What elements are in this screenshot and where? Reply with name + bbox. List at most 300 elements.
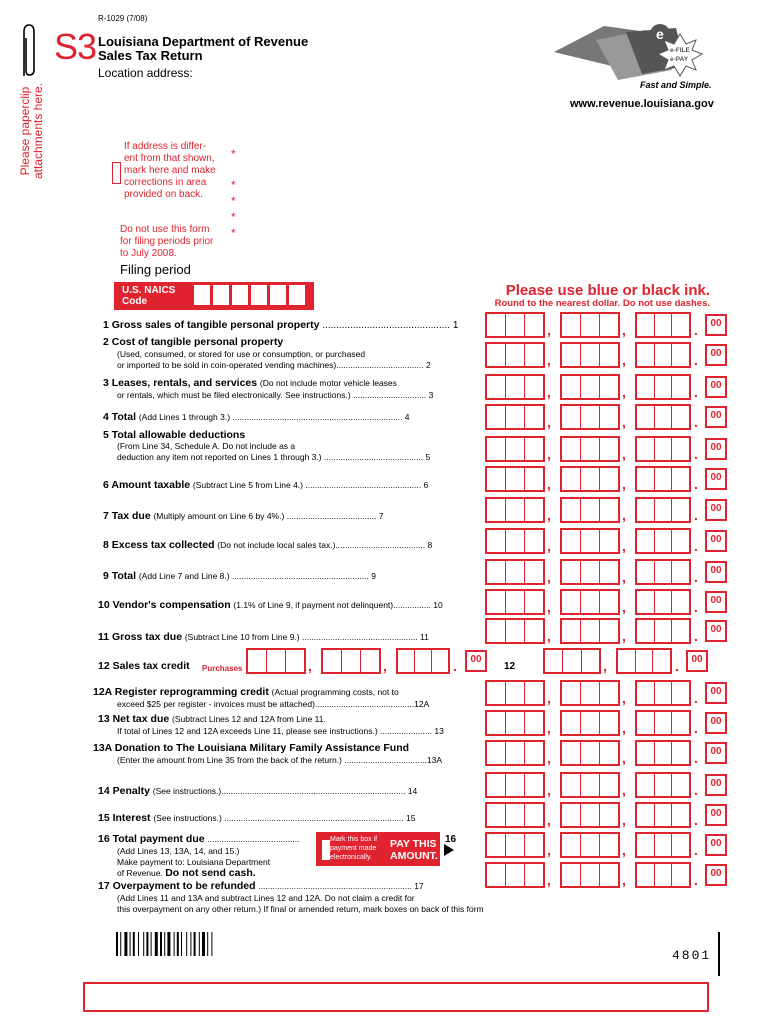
line-11-label: 11 Gross tax due (Subtract Line 10 from Line 9.) ................................................. 11 bbox=[98, 631, 429, 643]
amount-digit-box[interactable] bbox=[637, 468, 655, 490]
amount-digit-box[interactable] bbox=[600, 591, 618, 613]
amount-digit-group[interactable] bbox=[560, 342, 620, 368]
amount-digit-box[interactable] bbox=[637, 561, 655, 583]
amount-digit-box[interactable] bbox=[581, 499, 600, 521]
amount-digit-box[interactable] bbox=[618, 650, 636, 672]
comma-separator: , bbox=[622, 384, 626, 400]
amount-digit-box[interactable] bbox=[600, 406, 618, 428]
amount-digit-box[interactable] bbox=[655, 438, 673, 460]
amount-digit-box[interactable] bbox=[581, 468, 600, 490]
comma-separator: , bbox=[603, 658, 607, 674]
amount-digit-box[interactable] bbox=[525, 314, 543, 336]
comma-separator: , bbox=[622, 782, 626, 798]
amount-digit-box[interactable] bbox=[342, 650, 361, 672]
amount-digit-box[interactable] bbox=[323, 650, 342, 672]
amount-digit-box[interactable] bbox=[506, 682, 525, 704]
line-13-sub: If total of Lines 12 and 12A exceeds Line 11, please see instructions.) ...................... 13 bbox=[117, 726, 444, 736]
line-16-number: 16 bbox=[445, 834, 457, 845]
paperclip-note: Please paperclip attachments here. bbox=[18, 82, 45, 180]
location-address-label: Location address: bbox=[98, 66, 193, 80]
amount-digit-box[interactable] bbox=[637, 438, 655, 460]
amount-digit-box[interactable] bbox=[637, 344, 655, 366]
amount-digit-box[interactable] bbox=[432, 650, 448, 672]
amount-digit-group[interactable] bbox=[635, 312, 691, 338]
asterisk-mark: * bbox=[231, 178, 236, 192]
amount-digit-group[interactable] bbox=[485, 862, 545, 888]
amount-digit-box[interactable] bbox=[672, 376, 689, 398]
amount-digit-box[interactable] bbox=[487, 314, 506, 336]
amount-digit-box[interactable] bbox=[600, 499, 618, 521]
line-17-sub: (Add Lines 11 and 13A and subtract Lines 12 and 12A. Do not claim a credit for bbox=[117, 893, 415, 903]
amount-digit-box[interactable] bbox=[672, 742, 689, 764]
amount-digit-box[interactable] bbox=[525, 499, 543, 521]
amount-digit-box[interactable] bbox=[525, 774, 543, 796]
decimal-point: . bbox=[694, 446, 698, 462]
line-8-label: 8 Excess tax collected (Do not include local sales tax.)...................................... 8 bbox=[103, 539, 433, 551]
amount-digit-group[interactable] bbox=[560, 832, 620, 858]
decimal-point: . bbox=[694, 569, 698, 585]
amount-digit-box[interactable] bbox=[672, 774, 689, 796]
amount-digit-group[interactable] bbox=[485, 528, 545, 554]
amount-digit-box[interactable] bbox=[672, 468, 689, 490]
amount-digit-box[interactable] bbox=[506, 620, 525, 642]
naics-digit-box[interactable] bbox=[213, 285, 229, 305]
cents-box: 00 bbox=[705, 591, 727, 613]
amount-digit-box[interactable] bbox=[525, 344, 543, 366]
amount-digit-box[interactable] bbox=[655, 376, 673, 398]
amount-digit-group[interactable] bbox=[321, 648, 381, 674]
amount-digit-box[interactable] bbox=[655, 344, 673, 366]
amount-digit-box[interactable] bbox=[506, 530, 525, 552]
amount-digit-box[interactable] bbox=[582, 650, 599, 672]
amount-digit-box[interactable] bbox=[506, 438, 525, 460]
amount-digit-box[interactable] bbox=[581, 406, 600, 428]
amount-digit-box[interactable] bbox=[545, 650, 563, 672]
amount-digit-group[interactable] bbox=[560, 374, 620, 400]
amount-digit-box[interactable] bbox=[637, 499, 655, 521]
amount-digit-group[interactable] bbox=[635, 559, 691, 585]
amount-digit-group[interactable] bbox=[560, 618, 620, 644]
amount-digit-box[interactable] bbox=[600, 620, 618, 642]
amount-digit-box[interactable] bbox=[637, 804, 655, 826]
amount-digit-box[interactable] bbox=[525, 742, 543, 764]
amount-digit-group[interactable] bbox=[543, 648, 601, 674]
amount-digit-box[interactable] bbox=[487, 804, 506, 826]
cents-box: 00 bbox=[705, 682, 727, 704]
naics-digit-box[interactable] bbox=[289, 285, 305, 305]
line-2-sub: (Used, consumed, or stored for use or consumption, or purchased bbox=[117, 349, 366, 359]
amount-digit-box[interactable] bbox=[398, 650, 415, 672]
amount-digit-box[interactable] bbox=[562, 774, 581, 796]
amount-digit-group[interactable] bbox=[635, 710, 691, 736]
comma-separator: , bbox=[622, 322, 626, 338]
amount-digit-box[interactable] bbox=[655, 712, 673, 734]
amount-digit-box[interactable] bbox=[562, 344, 581, 366]
amount-digit-box[interactable] bbox=[672, 561, 689, 583]
amount-digit-box[interactable] bbox=[672, 834, 689, 856]
amount-digit-box[interactable] bbox=[637, 314, 655, 336]
amount-digit-box[interactable] bbox=[655, 561, 673, 583]
amount-digit-group[interactable] bbox=[560, 312, 620, 338]
amount-digit-box[interactable] bbox=[600, 712, 618, 734]
amount-digit-box[interactable] bbox=[525, 438, 543, 460]
amount-digit-box[interactable] bbox=[487, 742, 506, 764]
amount-digit-group[interactable] bbox=[560, 497, 620, 523]
amount-digit-box[interactable] bbox=[637, 530, 655, 552]
amount-digit-group[interactable] bbox=[635, 404, 691, 430]
amount-digit-box[interactable] bbox=[286, 650, 304, 672]
amount-digit-box[interactable] bbox=[600, 834, 618, 856]
amount-digit-box[interactable] bbox=[672, 499, 689, 521]
cents-box: 00 bbox=[705, 742, 727, 764]
amount-digit-box[interactable] bbox=[581, 712, 600, 734]
amount-digit-group[interactable] bbox=[560, 528, 620, 554]
barcode-bar bbox=[138, 932, 139, 956]
amount-digit-box[interactable] bbox=[562, 530, 581, 552]
amount-digit-group[interactable] bbox=[485, 740, 545, 766]
amount-digit-box[interactable] bbox=[525, 406, 543, 428]
naics-digit-box[interactable] bbox=[270, 285, 286, 305]
line-10-label: 10 Vendor's compensation (1.1% of Line 9, if payment not delinquent)................ 10 bbox=[98, 599, 443, 611]
amount-digit-box[interactable] bbox=[672, 804, 689, 826]
amount-digit-box[interactable] bbox=[563, 650, 581, 672]
amount-digit-box[interactable] bbox=[487, 438, 506, 460]
amount-digit-box[interactable] bbox=[506, 314, 525, 336]
amount-digit-box[interactable] bbox=[636, 650, 654, 672]
amount-digit-group[interactable] bbox=[635, 528, 691, 554]
amount-digit-box[interactable] bbox=[525, 591, 543, 613]
amount-digit-box[interactable] bbox=[415, 650, 432, 672]
amount-digit-group[interactable] bbox=[485, 436, 545, 462]
amount-digit-group[interactable] bbox=[560, 740, 620, 766]
amount-digit-box[interactable] bbox=[562, 468, 581, 490]
amount-digit-box[interactable] bbox=[581, 742, 600, 764]
amount-digit-box[interactable] bbox=[525, 468, 543, 490]
amount-digit-box[interactable] bbox=[672, 344, 689, 366]
amount-digit-group[interactable] bbox=[560, 680, 620, 706]
amount-digit-group[interactable] bbox=[635, 740, 691, 766]
amount-digit-box[interactable] bbox=[562, 438, 581, 460]
amount-digit-group[interactable] bbox=[246, 648, 306, 674]
amount-digit-box[interactable] bbox=[655, 620, 673, 642]
amount-digit-group[interactable] bbox=[485, 802, 545, 828]
amount-digit-box[interactable] bbox=[562, 682, 581, 704]
amount-digit-box[interactable] bbox=[655, 499, 673, 521]
amount-digit-box[interactable] bbox=[506, 804, 525, 826]
amount-digit-box[interactable] bbox=[562, 314, 581, 336]
decimal-point: . bbox=[694, 812, 698, 828]
amount-digit-group[interactable] bbox=[635, 436, 691, 462]
amount-digit-group[interactable] bbox=[485, 342, 545, 368]
amount-digit-group[interactable] bbox=[635, 374, 691, 400]
decimal-point: . bbox=[694, 628, 698, 644]
naics-digit-box[interactable] bbox=[194, 285, 210, 305]
amount-digit-box[interactable] bbox=[672, 864, 689, 886]
amount-digit-group[interactable] bbox=[485, 312, 545, 338]
amount-digit-box[interactable] bbox=[487, 591, 506, 613]
amount-digit-box[interactable] bbox=[581, 591, 600, 613]
amount-digit-box[interactable] bbox=[581, 314, 600, 336]
amount-digit-box[interactable] bbox=[525, 561, 543, 583]
amount-digit-box[interactable] bbox=[506, 864, 525, 886]
amount-digit-box[interactable] bbox=[637, 682, 655, 704]
amount-digit-box[interactable] bbox=[672, 712, 689, 734]
naics-digit-box[interactable] bbox=[232, 285, 248, 305]
comma-separator: , bbox=[547, 507, 551, 523]
comma-separator: , bbox=[622, 538, 626, 554]
amount-digit-group[interactable] bbox=[635, 466, 691, 492]
amount-digit-box[interactable] bbox=[487, 530, 506, 552]
amount-digit-box[interactable] bbox=[581, 774, 600, 796]
electronic-payment-checkbox[interactable] bbox=[322, 840, 330, 860]
amount-digit-box[interactable] bbox=[267, 650, 286, 672]
amount-digit-box[interactable] bbox=[581, 561, 600, 583]
amount-digit-box[interactable] bbox=[487, 468, 506, 490]
cents-box: 00 bbox=[705, 530, 727, 552]
logo-tagline: Fast and Simple. bbox=[640, 80, 712, 90]
amount-digit-box[interactable] bbox=[525, 682, 543, 704]
cents-box: 00 bbox=[705, 804, 727, 826]
amount-digit-box[interactable] bbox=[487, 682, 506, 704]
amount-digit-group[interactable] bbox=[485, 559, 545, 585]
amount-digit-box[interactable] bbox=[562, 376, 581, 398]
amount-digit-group[interactable] bbox=[560, 802, 620, 828]
amount-digit-box[interactable] bbox=[637, 742, 655, 764]
amount-digit-box[interactable] bbox=[600, 804, 618, 826]
amount-digit-group[interactable] bbox=[560, 436, 620, 462]
amount-digit-box[interactable] bbox=[487, 344, 506, 366]
amount-digit-group[interactable] bbox=[560, 710, 620, 736]
amount-digit-box[interactable] bbox=[562, 742, 581, 764]
amount-digit-box[interactable] bbox=[506, 834, 525, 856]
asterisk-mark: * bbox=[231, 226, 236, 240]
amount-digit-box[interactable] bbox=[525, 834, 543, 856]
amount-digit-box[interactable] bbox=[361, 650, 379, 672]
amount-digit-box[interactable] bbox=[637, 376, 655, 398]
amount-digit-box[interactable] bbox=[562, 804, 581, 826]
amount-digit-box[interactable] bbox=[637, 620, 655, 642]
amount-digit-box[interactable] bbox=[562, 712, 581, 734]
amount-digit-box[interactable] bbox=[672, 438, 689, 460]
amount-digit-box[interactable] bbox=[637, 774, 655, 796]
amount-digit-group[interactable] bbox=[485, 772, 545, 798]
amount-digit-box[interactable] bbox=[655, 804, 673, 826]
amount-digit-box[interactable] bbox=[655, 591, 673, 613]
amount-digit-box[interactable] bbox=[506, 344, 525, 366]
amount-digit-box[interactable] bbox=[637, 712, 655, 734]
address-change-checkbox[interactable] bbox=[112, 162, 121, 184]
amount-digit-box[interactable] bbox=[672, 314, 689, 336]
amount-digit-box[interactable] bbox=[672, 682, 689, 704]
corner-mark bbox=[718, 932, 720, 976]
amount-digit-box[interactable] bbox=[525, 712, 543, 734]
amount-digit-box[interactable] bbox=[600, 864, 618, 886]
amount-digit-box[interactable] bbox=[581, 682, 600, 704]
amount-digit-box[interactable] bbox=[581, 438, 600, 460]
amount-digit-group[interactable] bbox=[635, 589, 691, 615]
amount-digit-group[interactable] bbox=[560, 559, 620, 585]
amount-digit-group[interactable] bbox=[560, 404, 620, 430]
amount-digit-box[interactable] bbox=[600, 561, 618, 583]
amount-digit-group[interactable] bbox=[616, 648, 672, 674]
amount-digit-box[interactable] bbox=[506, 499, 525, 521]
comma-separator: , bbox=[547, 322, 551, 338]
cents-box: 00 bbox=[705, 468, 727, 490]
amount-digit-box[interactable] bbox=[506, 468, 525, 490]
amount-digit-group[interactable] bbox=[485, 589, 545, 615]
barcode-bar bbox=[120, 932, 121, 956]
amount-digit-box[interactable] bbox=[672, 591, 689, 613]
comma-separator: , bbox=[547, 476, 551, 492]
amount-digit-box[interactable] bbox=[506, 561, 525, 583]
amount-digit-group[interactable] bbox=[485, 497, 545, 523]
amount-digit-group[interactable] bbox=[396, 648, 450, 674]
amount-digit-group[interactable] bbox=[635, 680, 691, 706]
amount-digit-group[interactable] bbox=[635, 862, 691, 888]
amount-digit-box[interactable] bbox=[655, 314, 673, 336]
amount-digit-box[interactable] bbox=[487, 499, 506, 521]
line-4-label: 4 Total (Add Lines 1 through 3.) ........................................................................ 4 bbox=[103, 411, 410, 423]
amount-digit-group[interactable] bbox=[635, 618, 691, 644]
naics-digit-box[interactable] bbox=[251, 285, 267, 305]
amount-digit-box[interactable] bbox=[600, 742, 618, 764]
amount-digit-box[interactable] bbox=[581, 530, 600, 552]
cents-box: 00 bbox=[705, 834, 727, 856]
line-16-sub: Make payment to: Louisiana Department bbox=[117, 857, 271, 867]
amount-digit-group[interactable] bbox=[560, 589, 620, 615]
line-12a-label: 12A Register reprogramming credit (Actual programming costs, not to bbox=[93, 686, 399, 698]
amount-digit-box[interactable] bbox=[655, 468, 673, 490]
barcode-bar bbox=[151, 932, 152, 956]
amount-digit-box[interactable] bbox=[562, 834, 581, 856]
amount-digit-group[interactable] bbox=[485, 466, 545, 492]
amount-digit-box[interactable] bbox=[655, 530, 673, 552]
amount-digit-box[interactable] bbox=[672, 620, 689, 642]
amount-digit-box[interactable] bbox=[562, 406, 581, 428]
amount-digit-box[interactable] bbox=[506, 774, 525, 796]
amount-digit-group[interactable] bbox=[635, 802, 691, 828]
amount-digit-box[interactable] bbox=[600, 530, 618, 552]
amount-digit-group[interactable] bbox=[635, 772, 691, 798]
amount-digit-box[interactable] bbox=[562, 620, 581, 642]
amount-digit-box[interactable] bbox=[562, 864, 581, 886]
amount-digit-box[interactable] bbox=[487, 834, 506, 856]
amount-digit-box[interactable] bbox=[581, 864, 600, 886]
amount-digit-box[interactable] bbox=[637, 864, 655, 886]
amount-digit-group[interactable] bbox=[485, 710, 545, 736]
amount-digit-group[interactable] bbox=[560, 772, 620, 798]
amount-digit-box[interactable] bbox=[506, 376, 525, 398]
amount-digit-group[interactable] bbox=[635, 832, 691, 858]
amount-digit-group[interactable] bbox=[635, 497, 691, 523]
amount-digit-box[interactable] bbox=[506, 591, 525, 613]
amount-digit-box[interactable] bbox=[525, 620, 543, 642]
amount-digit-box[interactable] bbox=[600, 468, 618, 490]
footer-box[interactable] bbox=[83, 982, 709, 1012]
comma-separator: , bbox=[547, 842, 551, 858]
amount-digit-box[interactable] bbox=[655, 774, 673, 796]
amount-digit-group[interactable] bbox=[485, 618, 545, 644]
amount-digit-box[interactable] bbox=[637, 834, 655, 856]
amount-digit-box[interactable] bbox=[655, 742, 673, 764]
amount-digit-group[interactable] bbox=[635, 342, 691, 368]
amount-digit-box[interactable] bbox=[581, 376, 600, 398]
amount-digit-box[interactable] bbox=[600, 438, 618, 460]
amount-digit-box[interactable] bbox=[581, 344, 600, 366]
comma-separator: , bbox=[622, 476, 626, 492]
barcode-bar bbox=[116, 932, 118, 956]
amount-digit-box[interactable] bbox=[525, 530, 543, 552]
amount-digit-box[interactable] bbox=[653, 650, 670, 672]
website-url[interactable]: www.revenue.louisiana.gov bbox=[570, 98, 714, 110]
amount-digit-box[interactable] bbox=[600, 682, 618, 704]
comma-separator: , bbox=[547, 538, 551, 554]
cents-box: 00 bbox=[705, 499, 727, 521]
comma-separator: , bbox=[547, 782, 551, 798]
amount-digit-box[interactable] bbox=[655, 682, 673, 704]
barcode-bar bbox=[174, 932, 175, 956]
amount-digit-box[interactable] bbox=[487, 561, 506, 583]
amount-digit-box[interactable] bbox=[506, 742, 525, 764]
amount-digit-box[interactable] bbox=[487, 406, 506, 428]
barcode-bar bbox=[181, 932, 182, 956]
amount-digit-box[interactable] bbox=[600, 774, 618, 796]
amount-digit-box[interactable] bbox=[581, 834, 600, 856]
amount-digit-box[interactable] bbox=[525, 376, 543, 398]
amount-digit-box[interactable] bbox=[600, 314, 618, 336]
amount-digit-group[interactable] bbox=[485, 404, 545, 430]
amount-digit-group[interactable] bbox=[485, 680, 545, 706]
amount-digit-box[interactable] bbox=[487, 864, 506, 886]
amount-digit-box[interactable] bbox=[248, 650, 267, 672]
amount-digit-box[interactable] bbox=[487, 376, 506, 398]
amount-digit-box[interactable] bbox=[637, 591, 655, 613]
amount-digit-box[interactable] bbox=[487, 774, 506, 796]
decimal-point: . bbox=[694, 750, 698, 766]
amount-digit-box[interactable] bbox=[562, 591, 581, 613]
amount-digit-box[interactable] bbox=[600, 344, 618, 366]
amount-digit-box[interactable] bbox=[581, 620, 600, 642]
amount-digit-box[interactable] bbox=[672, 530, 689, 552]
amount-digit-box[interactable] bbox=[487, 712, 506, 734]
amount-digit-box[interactable] bbox=[525, 804, 543, 826]
decimal-point: . bbox=[694, 322, 698, 338]
amount-digit-box[interactable] bbox=[562, 499, 581, 521]
amount-digit-box[interactable] bbox=[655, 864, 673, 886]
amount-digit-box[interactable] bbox=[672, 406, 689, 428]
amount-digit-box[interactable] bbox=[525, 864, 543, 886]
amount-digit-group[interactable] bbox=[485, 832, 545, 858]
amount-digit-box[interactable] bbox=[581, 804, 600, 826]
department-title: Louisiana Department of Revenue bbox=[98, 34, 309, 49]
line-13a-label: 13A Donation to The Louisiana Military Family Assistance Fund bbox=[93, 742, 410, 754]
amount-digit-box[interactable] bbox=[637, 406, 655, 428]
amount-digit-box[interactable] bbox=[562, 561, 581, 583]
pay-this-amount-box bbox=[316, 832, 440, 866]
amount-digit-box[interactable] bbox=[506, 712, 525, 734]
amount-digit-group[interactable] bbox=[485, 374, 545, 400]
amount-digit-box[interactable] bbox=[655, 406, 673, 428]
amount-digit-group[interactable] bbox=[560, 862, 620, 888]
amount-digit-box[interactable] bbox=[600, 376, 618, 398]
amount-digit-box[interactable] bbox=[655, 834, 673, 856]
line-5-sub: (From Line 34, Schedule A. Do not include as a bbox=[117, 441, 296, 451]
line-7-label: 7 Tax due (Multiply amount on Line 6 by 4%.) ...................................... 7 bbox=[103, 510, 384, 522]
amount-digit-group[interactable] bbox=[560, 466, 620, 492]
comma-separator: , bbox=[547, 690, 551, 706]
amount-digit-box[interactable] bbox=[506, 406, 525, 428]
amount-digit-box[interactable] bbox=[487, 620, 506, 642]
